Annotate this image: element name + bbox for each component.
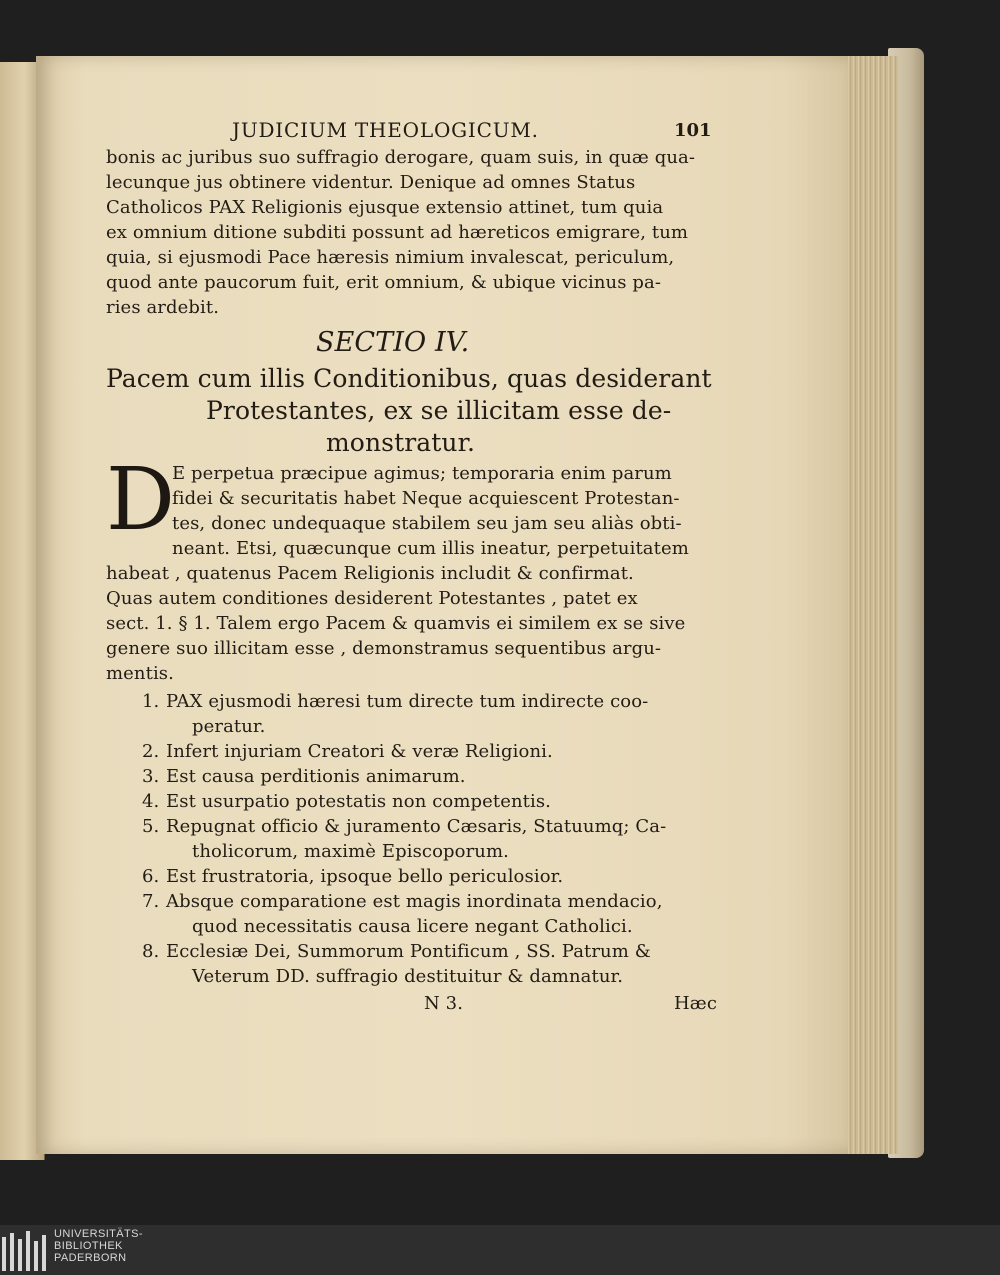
text-line: quia, si ejusmodi Pace hæresis nimium invalescat, periculum, [106, 247, 675, 268]
body-line: habeat , quatenus Pacem Religionis includit & confirmat. [106, 563, 634, 584]
text-line: ries ardebit. [106, 297, 220, 318]
library-name-line: BIBLIOTHEK [54, 1240, 123, 1252]
list-item-text: Est usurpatio potestatis non competentis. [166, 791, 551, 812]
library-name-line: PADERBORN [54, 1252, 127, 1264]
list-item-text: Absque comparatione est magis inordinata mendacio, [166, 891, 663, 912]
body-line: fidei & securitatis habet Neque acquiescent Protestan- [172, 488, 680, 509]
section-subtitle-line: Pacem cum illis Conditionibus, quas desiderant [106, 364, 712, 393]
list-item-text: quod necessitatis causa licere negant Catholici. [192, 916, 633, 937]
list-item-number: 3. [142, 766, 160, 787]
list-item-text: Veterum DD. suffragio destituitur & damnatur. [192, 966, 624, 987]
catchword: Hæc [674, 993, 717, 1014]
list-item-number: 8. [142, 941, 160, 962]
body-line: E perpetua præcipue agimus; temporaria enim parum [172, 463, 672, 484]
library-footer [0, 1225, 1000, 1275]
body-line: genere suo illicitam esse , demonstramus sequentibus argu- [106, 638, 662, 659]
body-line: neant. Etsi, quæcunque cum illis ineatur, perpetuitatem [172, 538, 689, 559]
list-item-text: Ecclesiæ Dei, Summorum Pontificum , SS. Patrum & [166, 941, 651, 962]
list-item-number: 7. [142, 891, 160, 912]
page-number: 101 [674, 120, 712, 141]
list-item-text: Est causa perditionis animarum. [166, 766, 466, 787]
body-line: mentis. [106, 663, 174, 684]
body-line: Quas autem conditiones desiderent Potestantes , patet ex [106, 588, 638, 609]
library-logo-icon [0, 1229, 48, 1273]
page-block-edge [842, 56, 898, 1154]
text-line: quod ante paucorum fuit, erit omnium, & ubique vicinus pa- [106, 272, 662, 293]
list-item-number: 1. [142, 691, 160, 712]
list-item-number: 2. [142, 741, 160, 762]
list-item-text: Repugnat officio & juramento Cæsaris, Statuumq; Ca- [166, 816, 667, 837]
list-item-text: Infert injuriam Creatori & veræ Religioni. [166, 741, 553, 762]
drop-capital: D [106, 450, 175, 550]
section-subtitle-line: monstratur. [326, 428, 475, 457]
list-item-text: PAX ejusmodi hæresi tum directe tum indirecte coo- [166, 691, 649, 712]
library-name [54, 1228, 143, 1264]
text-line: bonis ac juribus suo suffragio derogare, quam suis, in quæ qua- [106, 147, 696, 168]
library-name-line: UNIVERSITÄTS- [54, 1228, 143, 1240]
book-page [36, 56, 848, 1154]
text-line: ex omnium ditione subditi possunt ad hæreticos emigrare, tum [106, 222, 689, 243]
running-head: JUDICIUM THEOLOGICUM. [232, 118, 539, 142]
signature-mark: N 3. [424, 993, 464, 1014]
body-line: tes, donec undequaque stabilem seu jam seu aliàs obti- [172, 513, 682, 534]
list-item-text: tholicorum, maximè Episcoporum. [192, 841, 509, 862]
section-title: SECTIO IV. [316, 327, 470, 358]
text-line: lecunque jus obtinere videntur. Denique ad omnes Status [106, 172, 636, 193]
list-item-text: Est frustratoria, ipsoque bello periculosior. [166, 866, 564, 887]
list-item-number: 4. [142, 791, 160, 812]
body-line: sect. 1. § 1. Talem ergo Pacem & quamvis ei similem ex se sive [106, 613, 686, 634]
text-line: Catholicos PAX Religionis ejusque extensio attinet, tum quia [106, 197, 664, 218]
list-item-number: 6. [142, 866, 160, 887]
list-item-number: 5. [142, 816, 160, 837]
list-item-text: peratur. [192, 716, 266, 737]
section-subtitle-line: Protestantes, ex se illicitam esse de- [206, 396, 672, 425]
